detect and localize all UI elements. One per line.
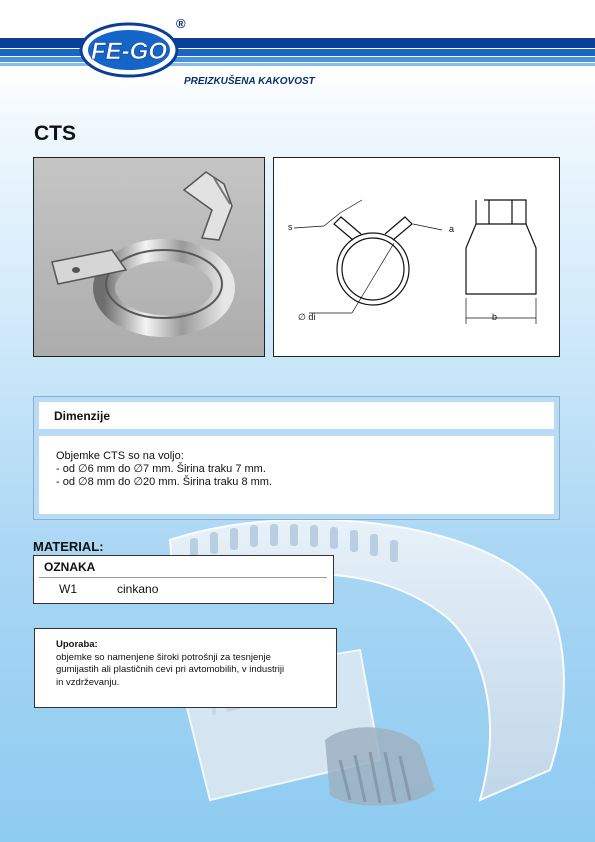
usage-line: in vzdrževanju. bbox=[56, 676, 120, 688]
label-a: a bbox=[449, 224, 455, 234]
label-b: b bbox=[492, 312, 498, 322]
dimensions-line: Objemke CTS so na voljo: bbox=[56, 450, 184, 462]
product-photo bbox=[33, 157, 265, 357]
dimensions-line: - od ∅6 mm do ∅7 mm. Širina traku 7 mm. bbox=[56, 463, 266, 475]
material-table bbox=[33, 555, 334, 604]
tagline: PREIZKUŠENA KAKOVOST bbox=[184, 76, 315, 87]
usage-box bbox=[34, 628, 337, 708]
logo-text: FE-GO bbox=[91, 38, 167, 65]
dimensions-body bbox=[39, 436, 554, 514]
usage-text bbox=[56, 652, 336, 690]
label-di: ∅ di bbox=[298, 312, 316, 322]
dimensions-heading: Dimenzije bbox=[39, 402, 554, 429]
dimensions-line: - od ∅8 mm do ∅20 mm. Širina traku 8 mm. bbox=[56, 476, 272, 488]
technical-drawing bbox=[273, 157, 560, 357]
product-title: CTS bbox=[34, 122, 76, 145]
dimension-drawing-svg bbox=[274, 158, 559, 356]
usage-line: objemke so namenjene široki potrošnji za tesnjenje bbox=[56, 651, 271, 663]
material-value: cinkano bbox=[117, 582, 159, 596]
material-table-heading: OZNAKA bbox=[44, 560, 96, 574]
usage-line: gumijastih ali plastičnih cevi pri avtomobilih, v industriji bbox=[56, 664, 285, 675]
usage-title: Uporaba: bbox=[56, 639, 98, 650]
material-code: W1 bbox=[59, 582, 77, 596]
label-s: s bbox=[288, 222, 293, 232]
registered-mark: ® bbox=[176, 16, 186, 31]
material-table-divider bbox=[39, 577, 327, 578]
material-title: MATERIAL: bbox=[33, 539, 104, 554]
dimensions-panel bbox=[33, 396, 560, 520]
fe-go-logo bbox=[79, 22, 179, 78]
clamp-photo-illustration bbox=[34, 158, 264, 356]
